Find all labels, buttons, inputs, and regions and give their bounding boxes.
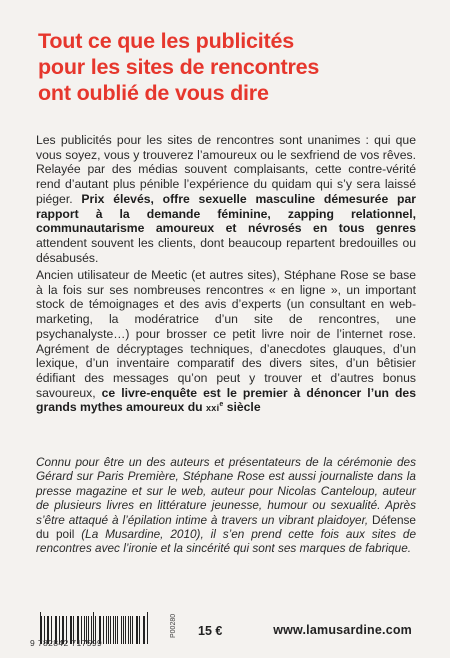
barcode-bar [139, 616, 140, 644]
headline-line-1: Tout ce que les publicités [38, 29, 295, 53]
product-code: P00280 [170, 613, 177, 638]
author-bio-paragraph [36, 455, 416, 556]
barcode-bar [147, 612, 148, 644]
price-label: 15 € [198, 624, 223, 638]
paragraph-2-text: Ancien utilisateur de Meetic (et autres sites), Stéphane Rose se base à la fois sur ses nombreuses rencontres « en ligne », un important stock de témoignages et des avis d’experts (un consultant en web-marketing, la modératrice d’un site de rencontres, une psychanalyste…) pour brosser ce petit livre noir de l’internet rose. Agrément de décryptages techniques, d’anecdotes glauques, d’un lexique, d’un inventaire comparatif des divers sites, d’un bêtisier édifiant des messages qu’on peut y trouver et d’autres bonus savoureux, [36, 268, 416, 400]
author-bio-text: Connu pour être un des auteurs et présentateurs de la cérémonie des Gérard sur Paris Première, Stéphane Rose est aussi journaliste dans la presse magazine et sur le web, auteur pour Nicolas Canteloup, auteur de plusieurs livres en littérature jeunesse, humour ou sexualité. Après s’être attaqué à l’épilation intime à travers un vibrant plaidoyer, [36, 455, 416, 527]
paragraph-1-bold-text: Prix élevés, offre sexuelle masculine démesurée par rapport à la demande féminine, zapping relationnel, communautarisme amoureux et névrosés en tous genres [36, 191, 416, 236]
paragraph-2-bold-main: ce livre-enquête est le premier à dénoncer l’un des grands mythes amoureux du [36, 385, 416, 415]
book-title-defense-du-poil: Défense du poil [36, 512, 416, 542]
headline-line-3: ont oublié de vous dire [38, 81, 269, 105]
century-numeral: xxi [206, 403, 220, 414]
paragraph-2-bold-end: siècle [223, 400, 261, 415]
barcode-bar [115, 616, 116, 644]
barcode-bar [128, 616, 129, 644]
summary-paragraph-1 [36, 133, 416, 265]
isbn-number: 9 782842 717599 [30, 638, 103, 648]
paragraph-1-text: Les publicités pour les sites de rencontres sont unanimes : qui que vous soyez, vous y trouverez l’amoureux ou le sexfriend de vos rêves. Relayée par des médias souvent complaisants, cette contre-vérité rend d’autant plus pénible l’expérience du quidam qui s’y sera laissé piéger. [36, 133, 416, 206]
publisher-website: www.lamusardine.com [273, 623, 412, 637]
century-superscript: e [219, 401, 224, 409]
paragraph-1-text-end: attendent souvent les clients, dont beaucoup repartent bredouilles ou désabusés. [36, 235, 416, 265]
back-cover-footer [30, 608, 416, 648]
back-cover-headline [38, 28, 378, 106]
barcode-bar [121, 616, 122, 644]
barcode-bar [108, 616, 109, 644]
headline-line-2: pour les sites de rencontres [38, 55, 320, 79]
author-bio-text-end: (La Musardine, 2010), il s’en prend cette fois aux sites de rencontres avec l’ironie et la sincérité qui sont ses marques de fabrique. [36, 527, 416, 556]
summary-paragraph-2 [36, 268, 416, 416]
barcode-bar [132, 616, 133, 644]
